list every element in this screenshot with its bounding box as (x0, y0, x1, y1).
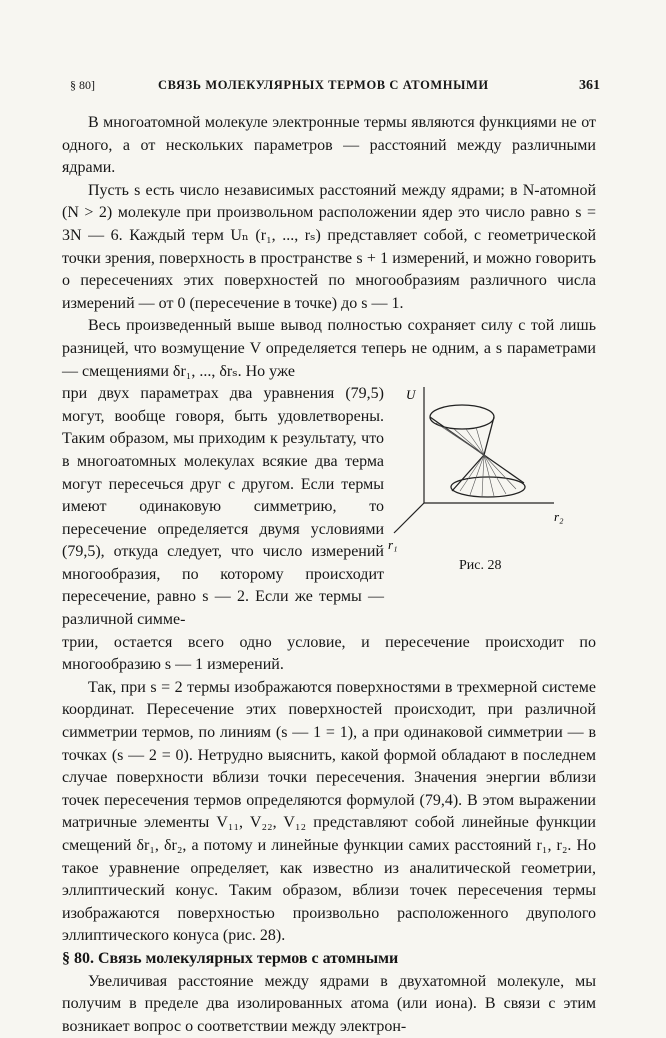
paragraph-3-end: трии, остается всего одно условие, и пересечение происходит по многообразию s — 1 измерений. (62, 633, 596, 674)
header-title: СВЯЗЬ МОЛЕКУЛЯРНЫХ ТЕРМОВ С АТОМНЫМИ (158, 78, 489, 92)
figure-wrap-row (62, 383, 596, 632)
figure-side-text (62, 383, 384, 632)
paragraph-3-top: Весь произведенный выше вывод полностью сохраняет силу с той лишь разницей, что возмущение V определяется теперь не одним, а s параметрами — смещениями δr₁, ..., δrₛ. Но уже (62, 317, 596, 380)
axis-r1-line (394, 503, 424, 533)
section-title: § 80. Связь молекулярных термов с атомными (62, 949, 399, 967)
axis-r2-label: r₂ (554, 509, 564, 525)
paragraph-4: Так, при s = 2 термы изображаются поверхностями в трехмерной системе координат. Пересечение этих поверхностей происходит, при различной симметрии термов, по линиям (s — 1 = 1), а при одинаковой симметрии — в точках (s — 2 = 0). Нетрудно выяснить, какой формой обладают в последнем случае поверхности вблизи точки пересечения. Значения энергии вблизи точек пересечения термов определяются формулой (79,4). В этом выражении матричные элементы V₁₁, V₂₂, V₁₂ представляют собой линейные функции смещений δr₁, δr₂, а потому и линейные функции самих расстояний r₁, r₂. Но такое уравнение определяет, как известно из аналитической геометрии, эллиптический конус. Таким образом, вблизи точек пересечения термы изображаются поверхностью произвольно расположенного двуполого эллиптического конуса (рис. 28). (62, 678, 596, 945)
paragraph-5: Увеличивая расстояние между ядрами в двухатомной молекуле, мы получим в пределе два изолированных атома (или иона). В связи с этим возникает вопрос о соответствии между электрон- (62, 972, 596, 1035)
figure-caption: Рис. 28 (459, 558, 502, 574)
paragraph-3-side: при двух параметрах два уравнения (79,5) могут, вообще говоря, быть удовлетворены. Таким образом, мы приходим к результату, что в многоатомных молекулах всякие два терма могут пересечься друг с другом. Если термы имеют одинаковую симметрию, то пересечение определяется двумя условиями (79,5), откуда следует, что число измерений многообразия, по которому происходит пересечение, равно s — 2. Если же термы — различной симме- (62, 385, 384, 629)
figure-28 (384, 383, 596, 583)
double-cone-diagram (384, 383, 596, 583)
page-number: 361 (579, 78, 600, 93)
running-header (70, 78, 600, 98)
paragraph-2: Пусть s есть число независимых расстояний между ядрами; в N-атомной (N > 2) молекуле при произвольном расположении ядер это число равно s = 3N — 6. Каждый терм Uₙ (r₁, ..., rₛ) представляет собой, с геометрической точки зрения, поверхность в пространстве s + 1 измерений, и можно говорить о пересечениях этих поверхностей по многообразиям различного числа измерений — от 0 (пересечение в точке) до s — 1. (62, 181, 596, 312)
header-section-ref: § 80] (70, 78, 95, 92)
axis-r1-label: r₁ (388, 537, 398, 553)
page-body (62, 112, 596, 1038)
axis-u-label: U (406, 387, 416, 403)
lower-cone-hatching (460, 455, 516, 497)
paragraph-1: В многоатомной молекуле электронные термы являются функциями не от одного, а от нескольких параметров — расстояний между различными ядрами. (62, 114, 596, 177)
